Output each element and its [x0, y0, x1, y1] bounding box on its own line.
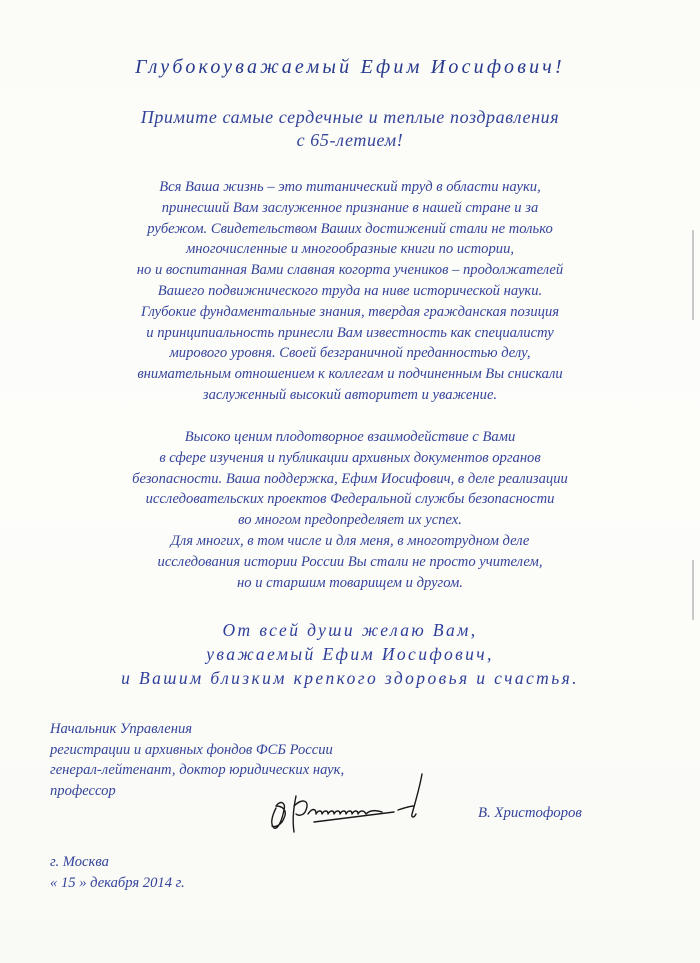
paragraph-line: и принципиальность принесли Вам известность как специалисту [146, 324, 554, 341]
paragraph-line: Вашего подвижнического труда на ниве исторической науки. [157, 282, 543, 299]
paragraph-line: Высоко ценим плодотворное взаимодействие с Вами [184, 429, 516, 445]
paragraph-line: в сфере изучения и публикации архивных документов органов [159, 449, 541, 466]
paragraph-line: исследовательских проектов Федеральной службы безопасности [145, 491, 555, 508]
letter-date: « 15 » декабря 2014 г. [50, 875, 185, 891]
congrats-line: с 65-летием! [296, 130, 404, 150]
paragraph-cooperation [0, 427, 700, 593]
greeting-heading: Глубокоуважаемый Ефим Иосифович! [135, 56, 565, 78]
wish-line: От всей души желаю Вам, [222, 620, 478, 640]
letter-footer [50, 852, 185, 894]
signer-name: В. Христофоров [478, 805, 582, 821]
paragraph-line: заслуженный высокий авторитет и уважение. [202, 386, 498, 403]
paragraph-line: внимательным отношением к коллегам и подчиненным Вы снискали [137, 366, 563, 383]
signatory-line: профессор [50, 782, 116, 799]
paragraph-line: рубежом. Свидетельством Ваших достижений стали не только [147, 220, 553, 237]
paragraph-line: но и старшим товарищем и другом. [237, 574, 463, 591]
wishes-block [0, 618, 700, 690]
paragraph-line: Глубокие фундаментальные знания, твердая гражданская позиция [140, 303, 560, 320]
wish-line: уважаемый Ефим Иосифович, [206, 644, 494, 664]
paragraph-line: исследования истории России Вы стали не просто учителем, [157, 553, 543, 570]
paragraph-line: мирового уровня. Своей безграничной преданностью делу, [169, 345, 531, 362]
paragraph-line: безопасности. Ваша поддержка, Ефим Иосифович, в деле реализации [132, 470, 568, 487]
handwritten-signature [262, 770, 442, 840]
paragraph-line: во многом предопределяет их успех. [238, 512, 462, 529]
city: г. Москва [50, 854, 109, 870]
signatory-line: Начальник Управления [50, 721, 193, 737]
wish-line: и Вашим близким крепкого здоровья и счастья. [121, 668, 579, 688]
congratulations-block [0, 106, 700, 152]
signatory-line: генерал-лейтенант, доктор юридических наук, [50, 762, 345, 778]
paragraph-line: принесший Вам заслуженное признание в нашей стране и за [161, 199, 539, 216]
congrats-line: Примите самые сердечные и теплые поздравления [140, 107, 560, 127]
paragraph-line: Вся Ваша жизнь – это титанический труд в области науки, [159, 179, 541, 195]
paragraph-line: но и воспитанная Вами славная когорта учеников – продолжателей [136, 262, 564, 279]
signatory-line: регистрации и архивных фондов ФСБ России [50, 741, 333, 758]
paragraph-achievements [0, 177, 700, 406]
paragraph-line: Для многих, в том числе и для меня, в многотрудном деле [170, 532, 530, 549]
paragraph-line: многочисленные и многообразные книги по истории, [185, 241, 515, 258]
